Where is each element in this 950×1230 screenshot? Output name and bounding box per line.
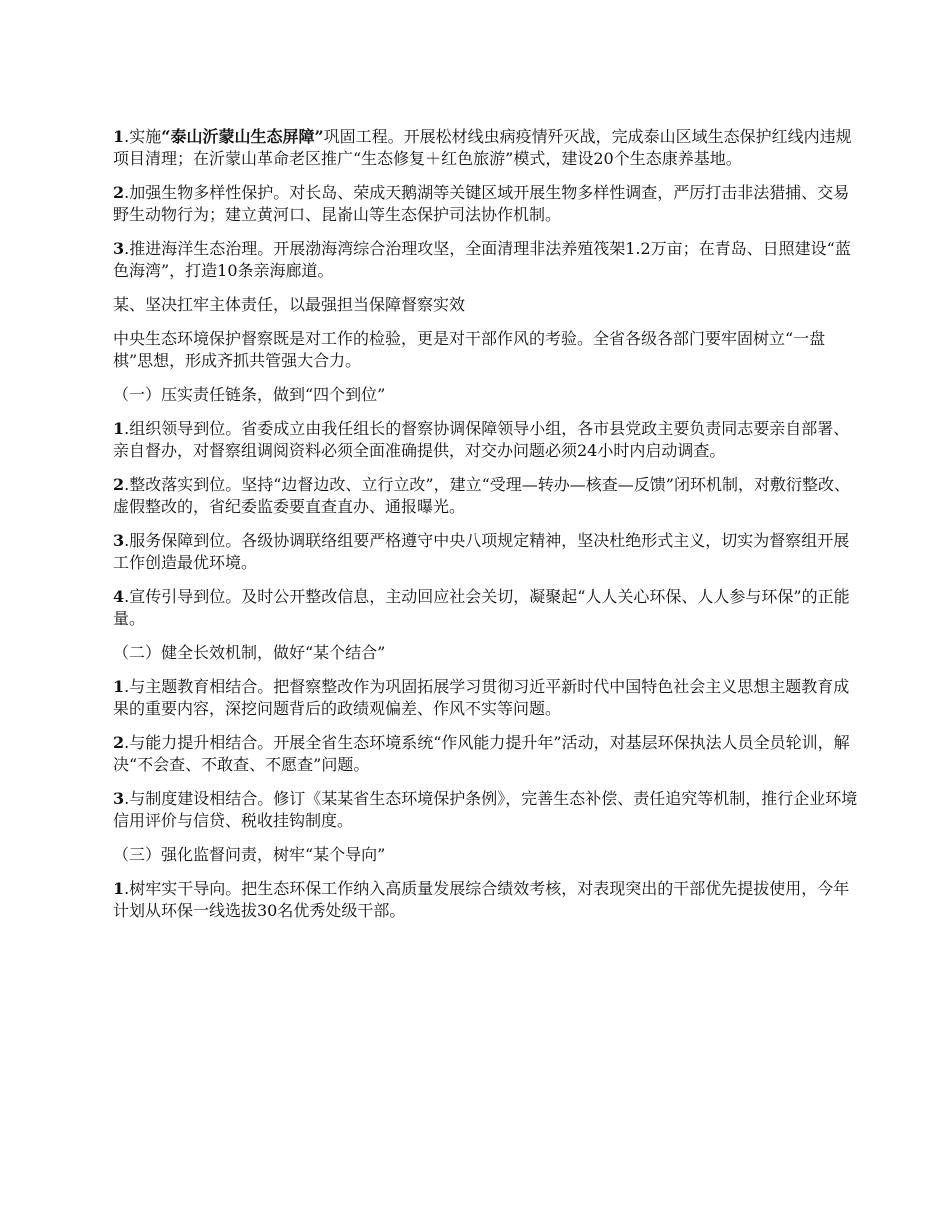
item-number: 3 (113, 531, 125, 550)
paragraph-text: .树牢实干导向。把生态环保工作纳入高质量发展综合绩效考核，对表现突出的干部优先提拔使用，今年计划从环保一线选拔30名优秀处级干部。 (113, 879, 850, 920)
subsection-heading-1 (113, 384, 858, 406)
item-number: 2 (113, 183, 125, 202)
item-number: 1 (113, 879, 125, 898)
paragraph-8 (113, 530, 858, 574)
paragraph-text: .与能力提升相结合。开展全省生态环境系统“作风能力提升年”活动，对基层环保执法人员全员轮训，解决“不会查、不敢查、不愿查”问题。 (113, 733, 850, 774)
paragraph-15 (113, 878, 858, 922)
item-number: 2 (113, 475, 125, 494)
paragraph-2 (113, 182, 858, 226)
paragraph-text: .组织领导到位。省委成立由我任组长的督察协调保障领导小组，各市县党政主要负责同志要亲自部署、亲自督办，对督察组调阅资料必须全面准确提供，对交办问题必须24小时内启动调查。 (113, 419, 850, 460)
paragraph-text: .宣传引导到位。及时公开整改信息，主动回应社会关切，凝聚起“人人关心环保、人人参与环保”的正能量。 (113, 587, 850, 628)
item-number: 3 (113, 789, 125, 808)
paragraph-text: .整改落实到位。坚持“边督边改、立行立改”，建立“受理—转办—核查—反馈”闭环机制，对敷衍整改、虚假整改的，省纪委监委要直查直办、通报曝光。 (113, 475, 850, 516)
paragraph-text: .推进海洋生态治理。开展渤海湾综合治理攻坚，全面清理非法养殖筏架1.2万亩；在青岛、日照建设“蓝色海湾”，打造10条亲海廊道。 (113, 239, 851, 280)
item-number: 4 (113, 587, 125, 606)
paragraph-text: .与制度建设相结合。修订《某某省生态环境保护条例》，完善生态补偿、责任追究等机制，推行企业环境信用评价与信贷、税收挂钩制度。 (113, 789, 858, 830)
paragraph-13 (113, 788, 858, 832)
paragraph-12 (113, 732, 858, 776)
paragraph-6 (113, 418, 858, 462)
paragraph-3 (113, 238, 858, 282)
item-number: 1 (113, 419, 125, 438)
paragraph-bold-phrase: “泰山沂蒙山生态屏障” (161, 127, 324, 146)
paragraph-intro (113, 328, 858, 372)
paragraph-text: （二）健全长效机制，做好“某个结合” (113, 643, 386, 662)
paragraph-1 (113, 126, 858, 170)
paragraph-11 (113, 676, 858, 720)
paragraph-7 (113, 474, 858, 518)
section-heading (113, 294, 858, 316)
subsection-heading-2 (113, 642, 858, 664)
paragraph-text: .加强生物多样性保护。对长岛、荣成天鹅湖等关键区域开展生物多样性调查，严厉打击非法猎捕、交易野生动物行为；建立黄河口、昆嵛山等生态保护司法协作机制。 (113, 183, 850, 224)
paragraph-9 (113, 586, 858, 630)
paragraph-lead: .实施 (124, 127, 162, 146)
item-number: 1 (113, 677, 125, 696)
paragraph-text: （三）强化监督问责，树牢“某个导向” (113, 845, 386, 864)
item-number: 3 (113, 239, 125, 258)
subsection-heading-3 (113, 844, 858, 866)
paragraph-text: （一）压实责任链条，做到“四个到位” (113, 385, 386, 404)
paragraph-text: .与主题教育相结合。把督察整改作为巩固拓展学习贯彻习近平新时代中国特色社会主义思想主题教育成果的重要内容，深挖问题背后的政绩观偏差、作风不实等问题。 (113, 677, 850, 718)
paragraph-text: 某、坚决扛牢主体责任，以最强担当保障督察实效 (113, 295, 466, 314)
paragraph-text: .服务保障到位。各级协调联络组要严格遵守中央八项规定精神，坚决杜绝形式主义，切实为督察组开展工作创造最优环境。 (113, 531, 850, 572)
item-number: 2 (113, 733, 125, 752)
document-body (113, 126, 858, 934)
paragraph-text: 巩固工程。开展松材线虫病疫情歼灭战，完成泰山区域生态保护红线内违规项目清理；在沂蒙山革命老区推广“生态修复＋红色旅游”模式，建设20个生态康养基地。 (113, 127, 852, 168)
paragraph-text: 中央生态环境保护督察既是对工作的检验，更是对干部作风的考验。全省各级各部门要牢固树立“一盘棋”思想，形成齐抓共管强大合力。 (113, 329, 826, 370)
item-number: 1 (113, 127, 125, 146)
